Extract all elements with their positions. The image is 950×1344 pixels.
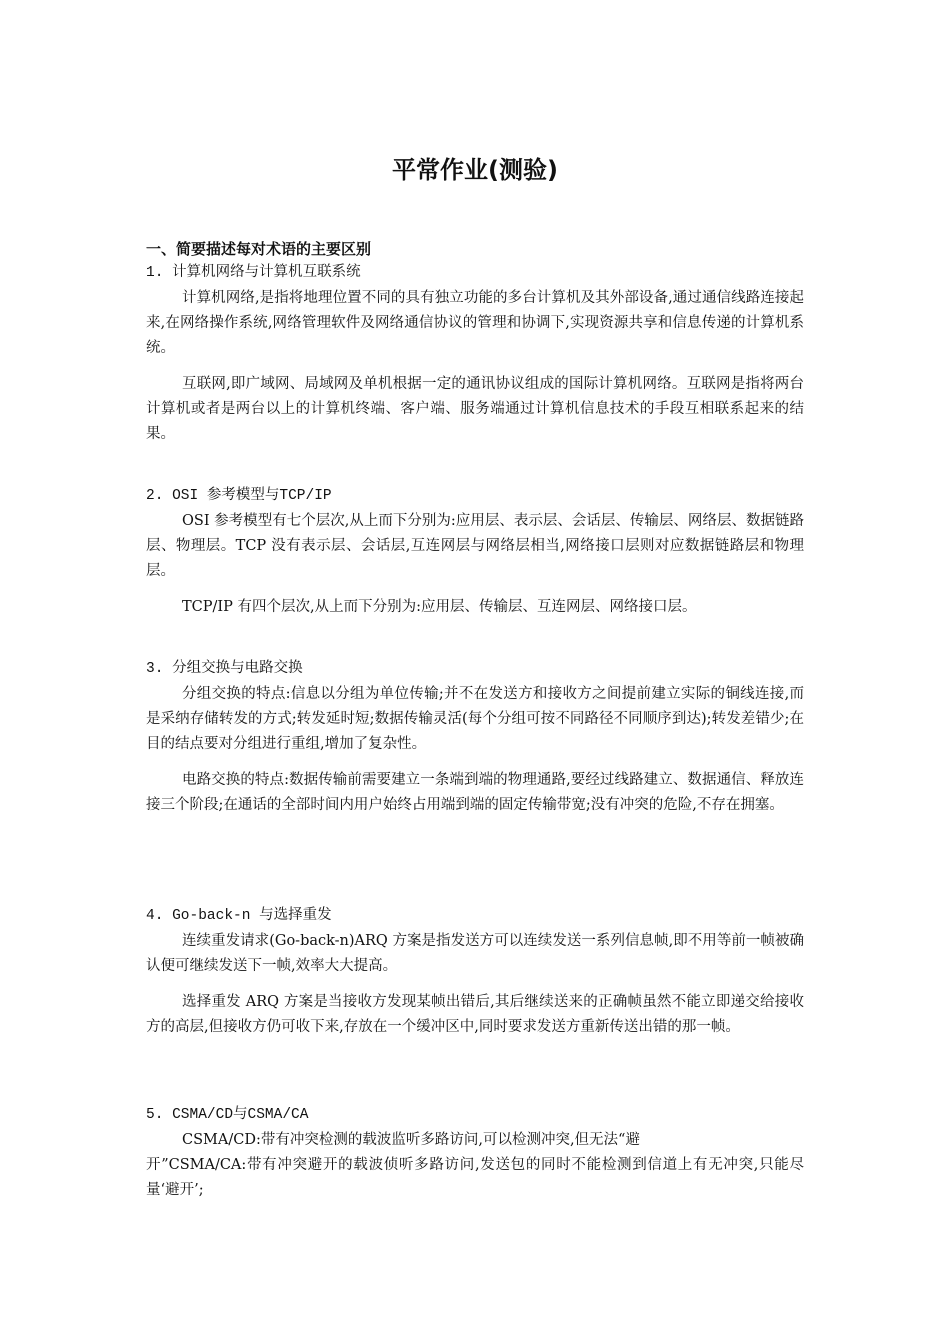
paragraph: 计算机网络,是指将地理位置不同的具有独立功能的多台计算机及其外部设备,通过通信线路连接起来,在网络操作系统,网络管理软件及网络通信协议的管理和协调下,实现资源共享和信息传递的计算机系统。 [146, 290, 804, 356]
page-title: 平常作业(测验) [392, 156, 558, 184]
question-heading: 3. 分组交换与电路交换 [146, 661, 303, 677]
paragraph: CSMA/CD:带有冲突检测的载波监听多路访问,可以检测冲突,但无法“避 [182, 1132, 640, 1148]
question-heading: 1. 计算机网络与计算机互联系统 [146, 265, 361, 281]
paragraph: 开”CSMA/CA:带有冲突避开的载波侦听多路访问,发送包的同时不能检测到信道上有无冲突,只能尽量‘避开’; [146, 1157, 804, 1198]
paragraph: 互联网,即广域网、局域网及单机根据一定的通讯协议组成的国际计算机网络。互联网是指将两台计算机或者是两台以上的计算机终端、客户端、服务端通过计算机信息技术的手段互相联系起来的结果。 [146, 376, 804, 442]
section-heading: 一、简要描述每对术语的主要区别 [146, 240, 372, 258]
question-heading: 5. CSMA/CD与CSMA/CA [146, 1107, 309, 1123]
question-heading: 4. Go-back-n 与选择重发 [146, 908, 332, 924]
paragraph: 分组交换的特点:信息以分组为单位传输;并不在发送方和接收方之间提前建立实际的铜线连接,而是采纳存储转发的方式;转发延时短;数据传输灵活(每个分组可按不同路径不同顺序到达);转发差错少;在目的结点要对分组进行重组,增加了复杂性。 [146, 686, 804, 752]
paragraph: OSI 参考模型有七个层次,从上而下分别为:应用层、表示层、会话层、传输层、网络层、数据链路层、物理层。TCP 没有表示层、会话层,互连网层与网络层相当,网络接口层则对应数据链路层和物理层。 [146, 513, 804, 579]
question-heading: 2. OSI 参考模型与TCP/IP [146, 488, 332, 504]
paragraph: 电路交换的特点:数据传输前需要建立一条端到端的物理通路,要经过线路建立、数据通信、释放连接三个阶段;在通话的全部时间内用户始终占用端到端的固定传输带宽;没有冲突的危险,不存在拥塞。 [146, 772, 804, 813]
paragraph: TCP/IP 有四个层次,从上而下分别为:应用层、传输层、互连网层、网络接口层。 [182, 599, 697, 615]
paragraph: 连续重发请求(Go-back-n)ARQ 方案是指发送方可以连续发送一系列信息帧,即不用等前一帧被确认便可继续发送下一帧,效率大大提高。 [146, 933, 804, 974]
paragraph: 选择重发 ARQ 方案是当接收方发现某帧出错后,其后继续送来的正确帧虽然不能立即递交给接收方的高层,但接收方仍可收下来,存放在一个缓冲区中,同时要求发送方重新传送出错的那一帧。 [146, 994, 804, 1035]
